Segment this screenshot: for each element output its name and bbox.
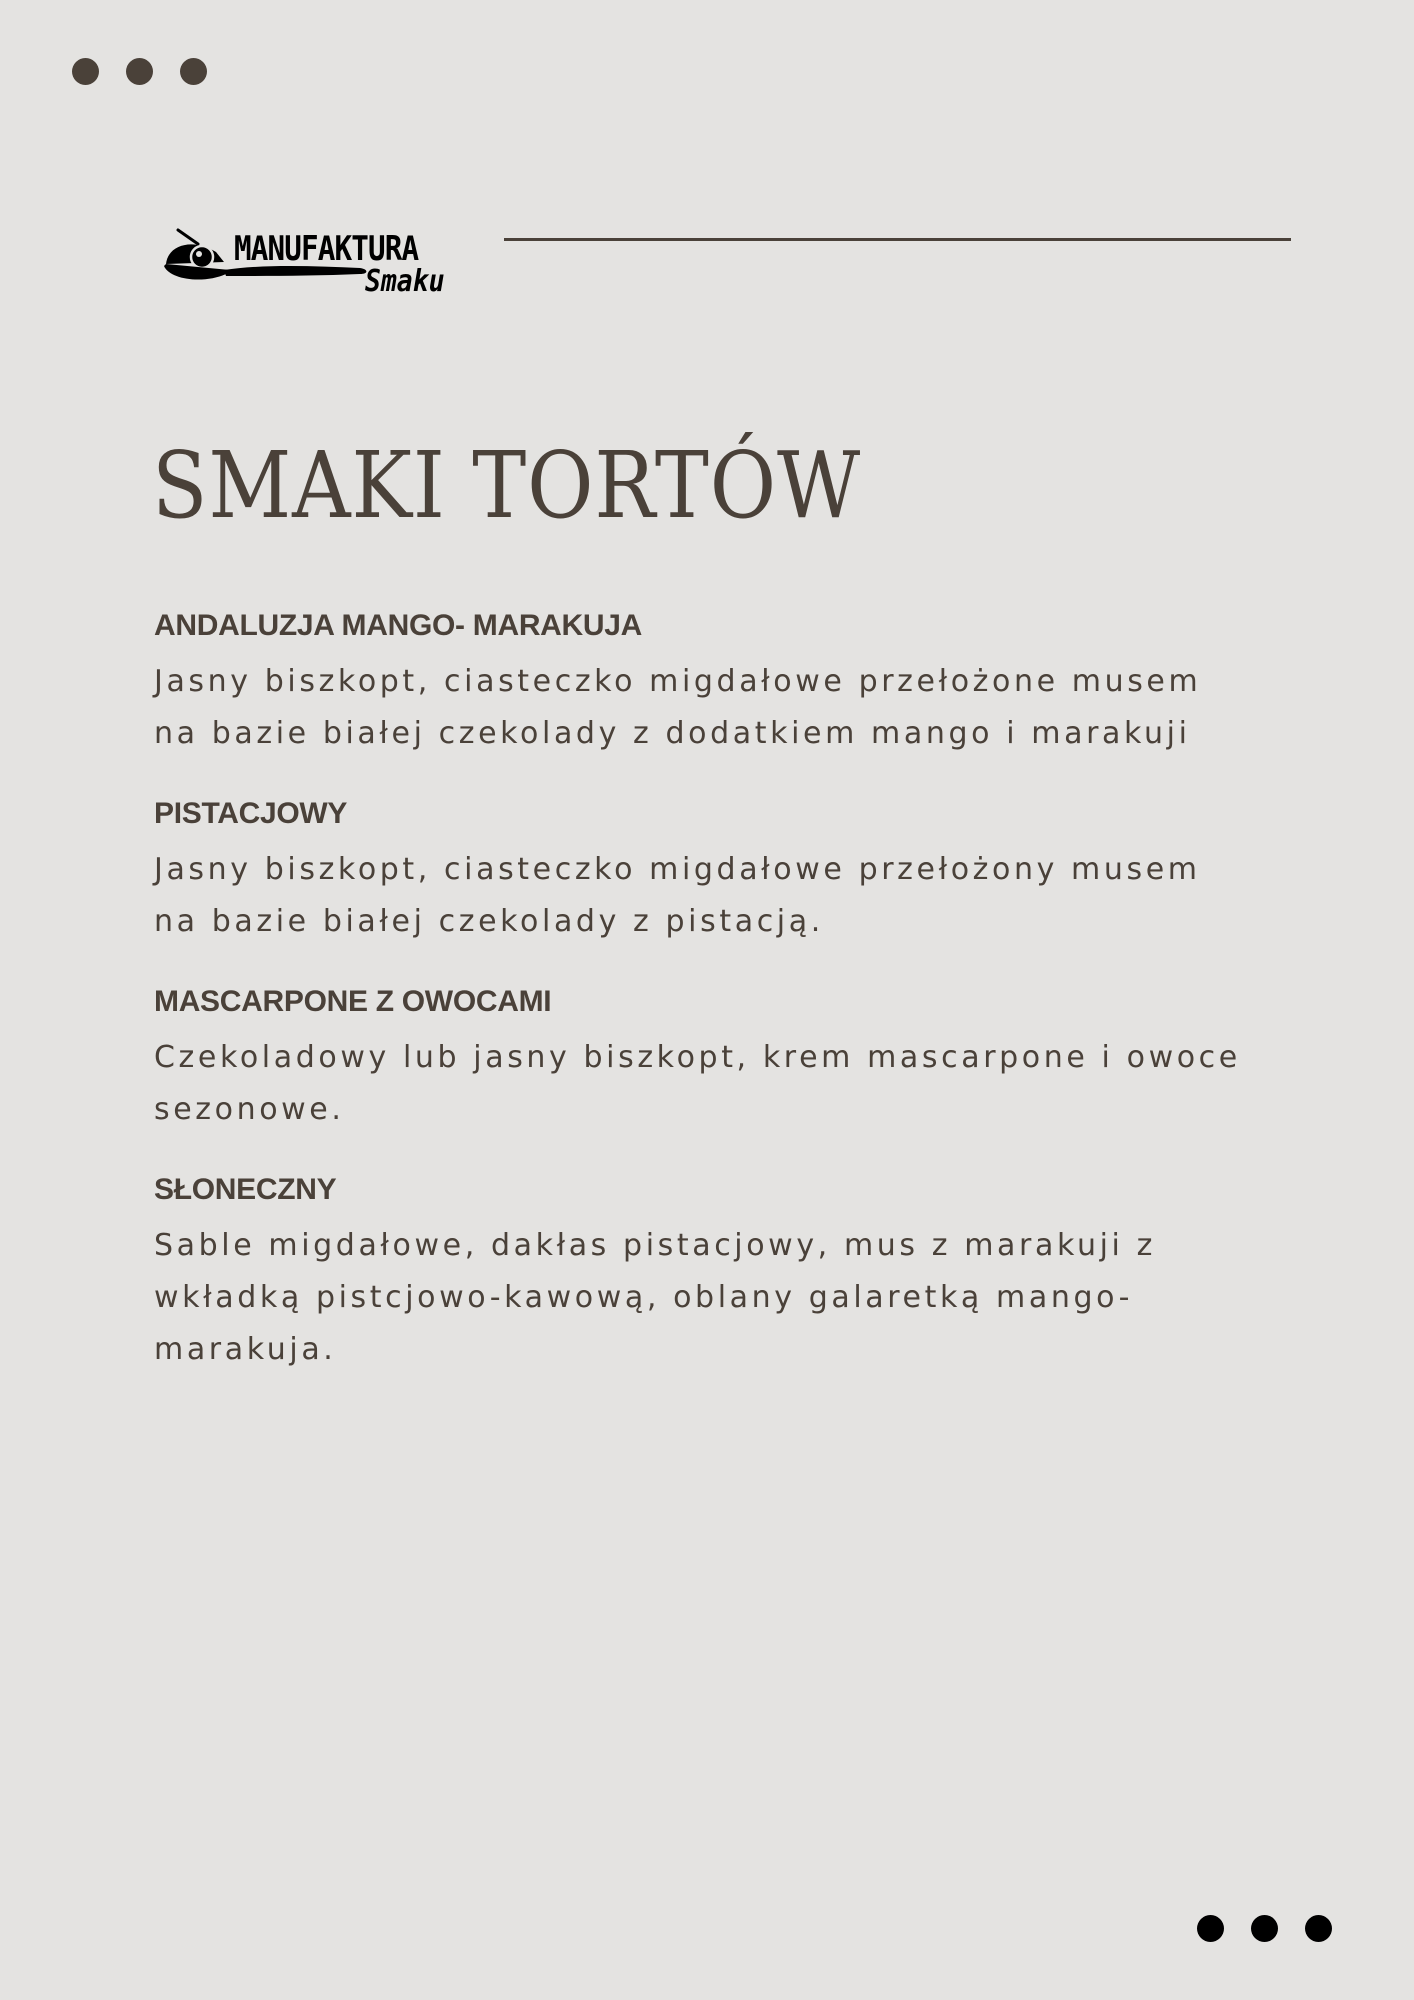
flavor-item: [154, 794, 1274, 948]
flavor-name: SŁONECZNY: [154, 1173, 337, 1206]
flavor-item: [154, 1170, 1274, 1376]
page-title: SMAKI TORTÓW: [152, 432, 862, 539]
dot-icon: [1251, 1915, 1278, 1942]
flavor-list: [154, 606, 1274, 1410]
flavor-description: [154, 844, 1274, 948]
dot-icon: [1197, 1915, 1224, 1942]
description-line: na bazie białej czekolady z dodatkiem mango i marakuji: [154, 716, 1191, 751]
description-line: marakuja.: [154, 1332, 337, 1367]
flavor-name: ANDALUZJA MANGO- MARAKUJA: [154, 609, 643, 642]
logo-text-line2: Smaku: [365, 264, 445, 299]
description-line: Jasny biszkopt, ciasteczko migdałowe przełożony musem: [154, 852, 1201, 887]
dot-icon: [1305, 1915, 1332, 1942]
logo-text-line1: MANUFAKTURA: [234, 229, 419, 269]
dot-icon: [126, 58, 153, 85]
dot-icon: [72, 58, 99, 85]
flavor-item: [154, 606, 1274, 760]
header-divider: [504, 238, 1291, 241]
flavor-item: [154, 982, 1274, 1136]
flavor-description: [154, 1220, 1274, 1376]
brand-logo: [164, 224, 464, 300]
flavor-name: MASCARPONE Z OWOCAMI: [154, 985, 552, 1018]
decorative-dots-top: [72, 58, 207, 85]
description-line: na bazie białej czekolady z pistacją.: [154, 904, 824, 939]
flavor-name: PISTACJOWY: [154, 797, 348, 830]
description-line: wkładką pistcjowo-kawową, oblany galaretką mango-: [154, 1280, 1134, 1315]
flavor-description: [154, 1032, 1274, 1136]
flavor-description: [154, 656, 1274, 760]
description-line: Jasny biszkopt, ciasteczko migdałowe przełożone musem: [154, 664, 1202, 699]
decorative-dots-bottom: [1197, 1915, 1332, 1942]
description-line: Sable migdałowe, dakłas pistacjowy, mus z marakuji z: [154, 1228, 1156, 1263]
description-line: Czekoladowy lub jasny biszkopt, krem mascarpone i owoce: [154, 1040, 1241, 1075]
dot-icon: [180, 58, 207, 85]
description-line: sezonowe.: [154, 1092, 345, 1127]
